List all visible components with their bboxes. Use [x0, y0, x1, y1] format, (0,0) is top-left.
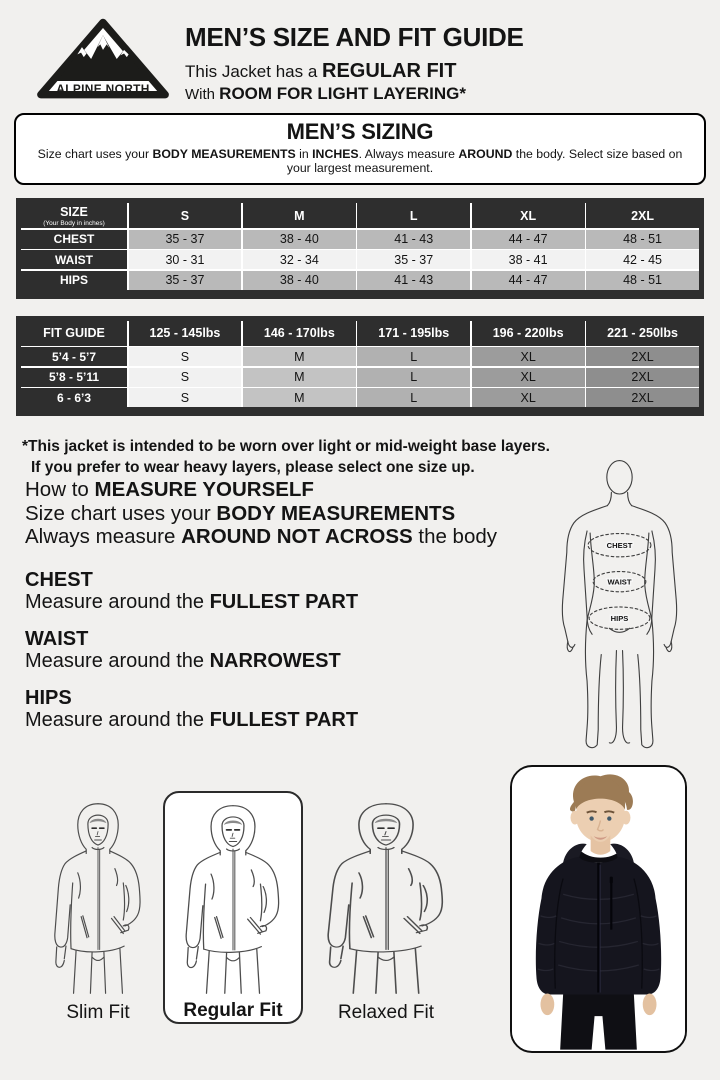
regular-fit-illustration — [169, 799, 297, 995]
footnote-line: *This jacket is intended to be worn over light or mid-weight base layers. — [22, 438, 550, 455]
chest-value: 35 - 37 — [129, 230, 242, 249]
col-header-xl: XL — [472, 203, 585, 228]
model-in-jacket-image — [512, 767, 685, 1051]
weight-header: 125 - 145lbs — [129, 321, 242, 346]
col-header-m: M — [243, 203, 356, 228]
waist-value: 35 - 37 — [357, 250, 470, 269]
col-header-s: S — [129, 203, 242, 228]
chest-value: 41 - 43 — [357, 230, 470, 249]
slim-fit-label: Slim Fit — [66, 1002, 130, 1023]
diagram-chest-label: CHEST — [606, 541, 633, 551]
col-header-l: L — [357, 203, 470, 228]
waist-value: 32 - 34 — [243, 250, 356, 269]
row-label-chest: CHEST — [21, 230, 127, 249]
fit-guide-table — [16, 316, 704, 417]
fit-size-cell: S — [129, 347, 242, 366]
relaxed-fit-label: Relaxed Fit — [337, 1002, 435, 1023]
fit-size-cell: L — [357, 347, 470, 366]
hips-value: 48 - 51 — [586, 271, 699, 290]
relaxed-fit-illustration — [307, 797, 465, 995]
size-table — [16, 198, 704, 299]
waist-value: 38 - 41 — [472, 250, 585, 269]
fit-size-cell: 2XL — [586, 368, 699, 387]
col-header-2xl: 2XL — [586, 203, 699, 228]
fit-size-cell: XL — [472, 368, 585, 387]
regular-fit-card — [163, 791, 303, 1024]
header-text — [185, 16, 524, 104]
fit-size-cell: 2XL — [586, 388, 699, 407]
sizing-box-description: Size chart uses your BODY MEASUREMENTS in INCHES. Always measure AROUND the body. Select size based on your largest measurement. — [37, 147, 683, 175]
chest-value: 44 - 47 — [472, 230, 585, 249]
page-title: MEN’S SIZE AND FIT GUIDE — [185, 22, 524, 52]
slim-fit-illustration — [39, 797, 157, 995]
fit-size-cell: XL — [472, 388, 585, 407]
fit-size-cell: 2XL — [586, 347, 699, 366]
footnote-line: If you prefer to wear heavy layers, please select one size up. — [31, 459, 475, 476]
height-row-label: 5’4 - 5’7 — [21, 347, 127, 366]
diagram-hips-label: HIPS — [610, 614, 629, 624]
layering-subtitle: With ROOM FOR LIGHT LAYERING* — [185, 84, 466, 103]
fit-size-cell: L — [357, 388, 470, 407]
row-label-waist: WAIST — [21, 250, 127, 269]
weight-header: 221 - 250lbs — [586, 321, 699, 346]
weight-header: 196 - 220lbs — [472, 321, 585, 346]
sizing-box-title: MEN’S SIZING — [286, 119, 434, 144]
weight-header: 146 - 170lbs — [243, 321, 356, 346]
waist-value: 42 - 45 — [586, 250, 699, 269]
chest-value: 48 - 51 — [586, 230, 699, 249]
measure-item-waist: WAIST Measure around the NARROWEST — [25, 627, 341, 672]
logo-brand-text: ALPINE NORTH — [56, 81, 150, 96]
hips-value: 41 - 43 — [357, 271, 470, 290]
fit-table-corner: FIT GUIDE — [21, 321, 127, 346]
relaxed-fit-card — [306, 797, 466, 1024]
diagram-waist-label: WAIST — [607, 577, 632, 587]
weight-header: 171 - 195lbs — [357, 321, 470, 346]
fit-size-cell: M — [243, 388, 356, 407]
measure-item-hips: HIPS Measure around the FULLEST PART — [25, 686, 359, 731]
height-row-label: 6 - 6’3 — [21, 388, 127, 407]
fit-size-cell: L — [357, 368, 470, 387]
waist-value: 30 - 31 — [129, 250, 242, 269]
product-photo — [510, 765, 687, 1053]
slim-fit-card — [28, 797, 168, 1024]
measure-item-chest: CHEST Measure around the FULLEST PART — [25, 568, 359, 613]
fit-size-cell: S — [129, 368, 242, 387]
measure-intro: How to MEASURE YOURSELF Size chart uses your BODY MEASUREMENTS Always measure AROUND NOT ACROSS the body — [25, 478, 498, 548]
height-row-label: 5’8 - 5’11 — [21, 368, 127, 387]
hips-value: 38 - 40 — [243, 271, 356, 290]
hips-value: 44 - 47 — [472, 271, 585, 290]
fit-size-cell: XL — [472, 347, 585, 366]
mens-sizing-box — [14, 113, 706, 185]
chest-value: 38 - 40 — [243, 230, 356, 249]
hips-value: 35 - 37 — [129, 271, 242, 290]
row-label-hips: HIPS — [21, 271, 127, 290]
alpine-north-logo-icon — [33, 16, 173, 102]
fit-size-cell: M — [243, 368, 356, 387]
fit-size-cell: M — [243, 347, 356, 366]
regular-fit-label: Regular Fit — [183, 1000, 283, 1021]
fit-size-cell: S — [129, 388, 242, 407]
size-table-corner: SIZE (Your Body in inches) — [21, 203, 127, 228]
fit-subtitle: This Jacket has a REGULAR FIT — [185, 60, 457, 82]
measure-yourself-section — [25, 478, 530, 731]
header — [0, 0, 720, 104]
body-measure-diagram — [536, 456, 704, 760]
